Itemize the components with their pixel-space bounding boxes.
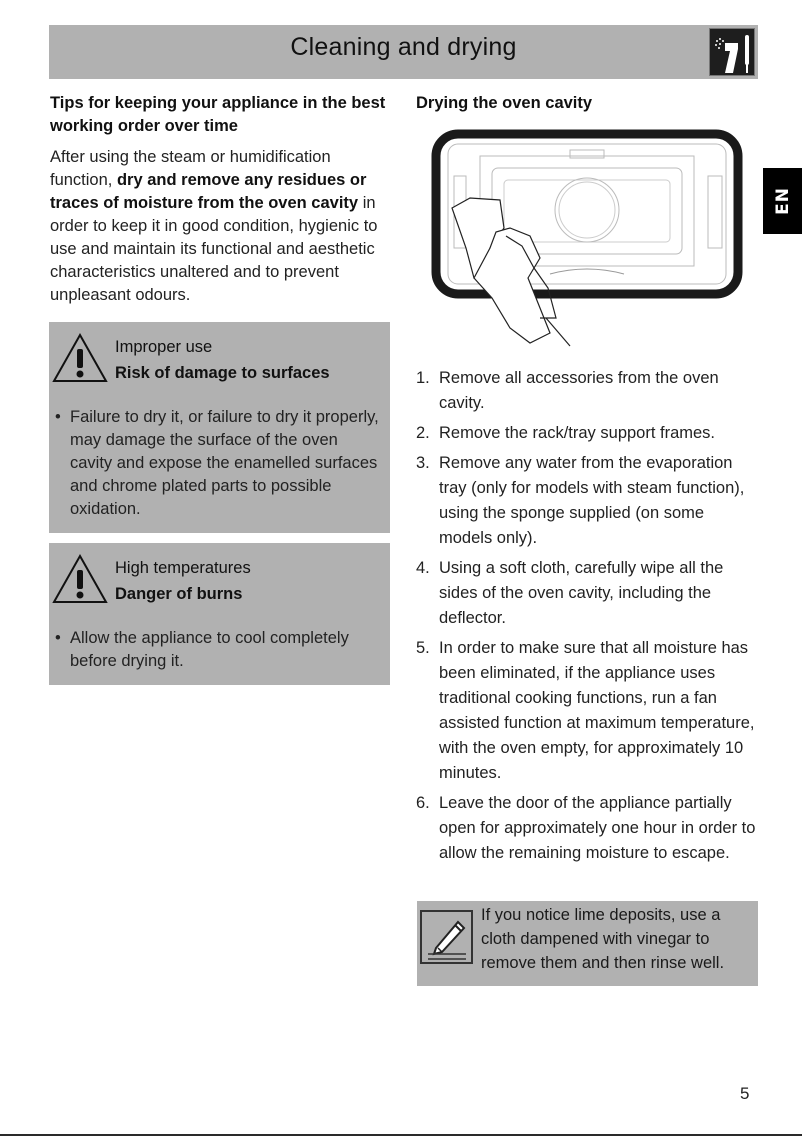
step-item: [416, 421, 761, 446]
warning-bullet-text: Allow the appliance to cool completely before drying it.: [70, 629, 349, 670]
warning-title: [115, 555, 251, 607]
warning-subheading: Risk of damage to surfaces: [115, 364, 330, 382]
step-number: 4.: [416, 559, 430, 577]
warning-subheading: Danger of burns: [115, 585, 243, 603]
warning-heading: High temperatures: [115, 559, 251, 577]
intro-text-end: in order to keep it in good condition, hygienic to use and maintain its functional and aesthetic characteristics unaltered and to prevent unpleasant odours.: [50, 194, 378, 304]
warning-bullet: [55, 627, 382, 673]
language-tab: [763, 168, 802, 234]
warning-heading: Improper use: [115, 338, 213, 356]
note-text: If you notice lime deposits, use a cloth dampened with vinegar to remove them and then rinse well.: [481, 906, 725, 972]
intro-text-bold: dry and remove any residues or traces of moisture from the oven cavity: [50, 171, 367, 212]
step-text: Remove any water from the evaporation tray (only for models with steam function), using the sponge supplied (on some models only).: [439, 454, 745, 547]
oven-wiping-illustration: [430, 128, 744, 348]
drying-steps-list: [416, 366, 761, 871]
warning-bullet: [55, 406, 382, 521]
step-text: Leave the door of the appliance partially open for approximately one hour in order to allow the remaining moisture to escape.: [439, 794, 756, 862]
section-header: [49, 25, 758, 79]
step-item: [416, 556, 761, 631]
step-item: [416, 791, 761, 866]
cleaning-spray-screwdriver-icon: [709, 28, 755, 76]
step-item: [416, 451, 761, 551]
step-number: 2.: [416, 424, 430, 442]
warning-triangle-icon: [52, 332, 108, 384]
warning-title: [115, 334, 330, 386]
step-text: In order to make sure that all moisture has been eliminated, if the appliance uses traditional cooking functions, run a fan assisted function at maximum temperature, with the oven empty, for approximately 10 minutes.: [439, 639, 755, 782]
warning-triangle-icon: [52, 553, 108, 605]
intro-text-start: After using the steam or humidification function,: [50, 148, 331, 189]
intro-paragraph: [50, 146, 390, 307]
bullet-dot: •: [55, 408, 61, 426]
step-item: [416, 636, 761, 786]
left-column: [50, 92, 390, 307]
note-box-lime-deposits: [417, 901, 758, 986]
step-number: 6.: [416, 794, 430, 812]
page-title: Cleaning and drying: [290, 33, 517, 61]
warning-bullet-text: Failure to dry it, or failure to dry it properly, may damage the surface of the oven cavity and expose the enamelled surfaces and chrome plated parts to possible oxidation.: [70, 408, 379, 518]
warning-box-high-temperatures: [49, 543, 390, 685]
drying-heading: Drying the oven cavity: [416, 94, 593, 112]
step-number: 5.: [416, 639, 430, 657]
step-item: [416, 366, 761, 416]
tips-heading: Tips for keeping your appliance in the best working order over time: [50, 94, 386, 135]
bullet-dot: •: [55, 629, 61, 647]
step-number: 1.: [416, 369, 430, 387]
step-text: Remove all accessories from the oven cavity.: [439, 369, 719, 412]
right-column: [416, 92, 761, 115]
pencil-note-icon: [420, 910, 473, 964]
page-number: 5: [740, 1084, 750, 1103]
language-label: EN: [772, 187, 793, 215]
step-text: Remove the rack/tray support frames.: [439, 424, 716, 442]
step-text: Using a soft cloth, carefully wipe all the sides of the oven cavity, including the deflector.: [439, 559, 724, 627]
warning-box-improper-use: [49, 322, 390, 533]
step-number: 3.: [416, 454, 430, 472]
